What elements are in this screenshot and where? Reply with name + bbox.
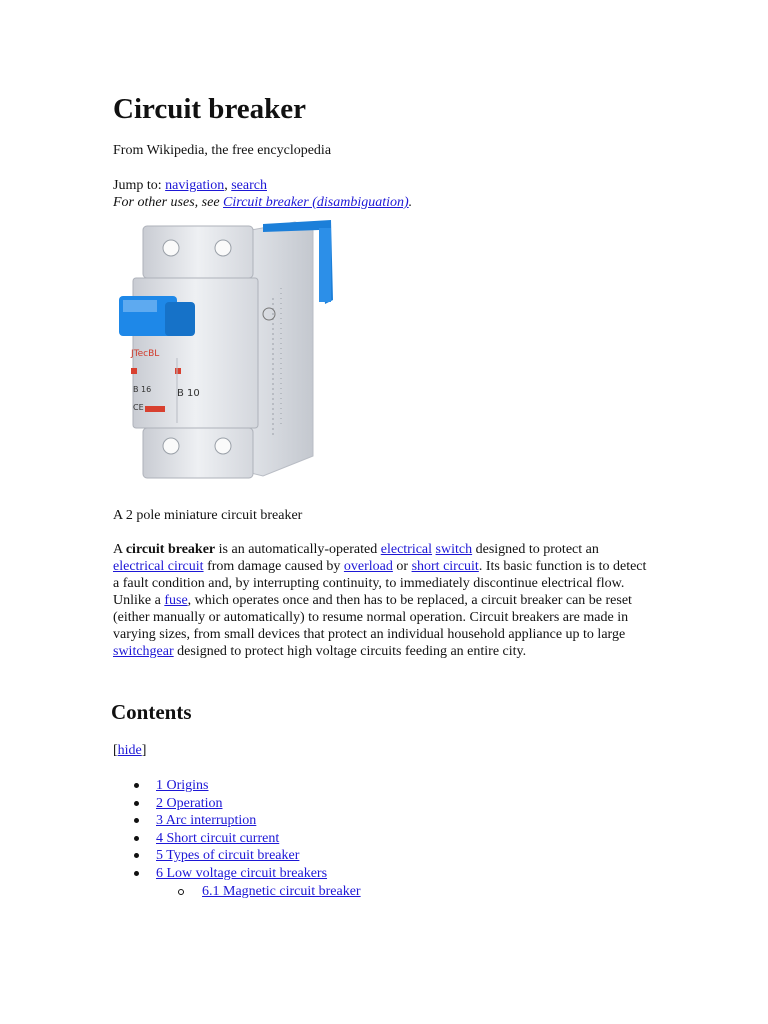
hatnote bbox=[113, 194, 412, 211]
toc-link-types[interactable]: 5 Types of circuit breaker bbox=[156, 848, 300, 864]
table-of-contents bbox=[132, 777, 361, 899]
toc-item bbox=[132, 865, 361, 899]
jump-separator: , bbox=[224, 178, 232, 193]
intro-text: is an automatically-operated bbox=[215, 542, 381, 557]
toc-link-origins[interactable]: 1 Origins bbox=[156, 778, 209, 793]
toc-item bbox=[132, 812, 327, 830]
intro-text: from damage caused by bbox=[203, 559, 344, 574]
intro-text: or bbox=[392, 559, 412, 574]
image-caption: A 2 pole miniature circuit breaker bbox=[113, 508, 303, 523]
short-circuit-link[interactable]: short circuit bbox=[411, 559, 479, 574]
intro-text: A bbox=[113, 542, 126, 557]
intro-text: designed to protect an bbox=[472, 542, 599, 557]
toc-toggle-open: [ bbox=[113, 743, 118, 758]
contents-heading: Contents bbox=[111, 700, 192, 724]
jump-to bbox=[113, 177, 267, 194]
toc-link-short-circuit-current[interactable]: 4 Short circuit current bbox=[156, 830, 280, 846]
hatnote-prefix: For other uses, see bbox=[113, 195, 224, 210]
electrical-circuit-link[interactable]: electrical circuit bbox=[113, 559, 204, 574]
brand-label: JTecBL bbox=[131, 349, 160, 359]
disambiguation-link[interactable]: Circuit breaker (disambiguation) bbox=[223, 195, 409, 210]
toc-item bbox=[132, 777, 327, 795]
hide-toc-link[interactable]: hide bbox=[117, 743, 142, 758]
switchgear-link[interactable]: switchgear bbox=[113, 644, 174, 659]
toc-link-operation[interactable]: 2 Operation bbox=[156, 795, 223, 811]
intro-text: designed to protect high voltage circuits feeding an entire city. bbox=[173, 644, 527, 659]
toc-item bbox=[132, 795, 327, 813]
jump-navigation-link[interactable]: navigation bbox=[165, 178, 225, 193]
circuit-breaker-illustration bbox=[113, 218, 343, 486]
fuse-link[interactable]: fuse bbox=[164, 593, 188, 608]
tagline: From Wikipedia, the free encyclopedia bbox=[113, 143, 332, 158]
switch-link[interactable]: switch bbox=[435, 542, 473, 557]
electrical-link[interactable]: electrical bbox=[380, 542, 433, 557]
toc-item bbox=[132, 830, 327, 848]
jump-search-link[interactable]: search bbox=[231, 178, 267, 193]
intro-text: . Its basic function is to detect a fault condition and, by interrupting continuity, to immediately discontinue electrical flow. Unlike a bbox=[113, 559, 647, 608]
intro-text: , which operates once and then has to be replaced, a circuit breaker can be reset (either manually or automatically) to resume normal operation. Circuit breakers are made in varying sizes, from small devices that protect an individual household appliance up to large bbox=[113, 593, 632, 642]
toc-subitem bbox=[178, 883, 361, 901]
intro-paragraph bbox=[113, 541, 653, 660]
jump-prefix: Jump to: bbox=[113, 178, 166, 193]
hatnote-suffix: . bbox=[408, 195, 413, 210]
overload-link[interactable]: overload bbox=[343, 559, 393, 574]
toc-item bbox=[132, 847, 327, 865]
intro-bold-term: circuit breaker bbox=[125, 542, 216, 557]
rating-right-label: B 10 bbox=[177, 388, 200, 399]
toc-link-magnetic[interactable]: 6.1 Magnetic circuit breaker bbox=[202, 883, 361, 899]
rating-left-label: B 16 bbox=[133, 385, 152, 394]
page-title: Circuit breaker bbox=[113, 93, 307, 125]
toc-toggle bbox=[113, 742, 146, 759]
ce-mark: CE bbox=[133, 403, 144, 412]
toc-link-low-voltage[interactable]: 6 Low voltage circuit breakers bbox=[156, 865, 328, 881]
toc-link-arc-interruption[interactable]: 3 Arc interruption bbox=[156, 813, 257, 829]
circuit-breaker-image[interactable] bbox=[113, 218, 343, 486]
toc-sublist bbox=[178, 883, 361, 901]
toc-toggle-close: ] bbox=[141, 743, 147, 758]
